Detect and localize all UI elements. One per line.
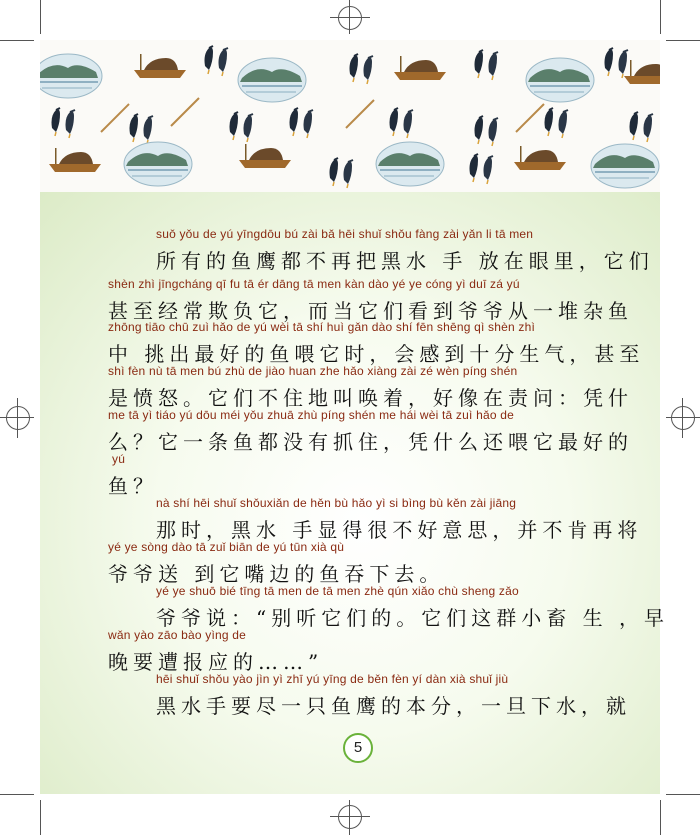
pinyin-line: nà shí hēi shuǐ shǒuxiǎn de hěn bù hǎo yì si bìng bù kěn zài jiāng	[156, 496, 517, 510]
pinyin-line: yú	[112, 452, 126, 466]
pinyin-line: wǎn yào zāo bào yìng de	[108, 628, 247, 642]
hanzi-line: 黑水手要尽一只鱼鹰的本分，一旦下水，就	[156, 694, 631, 718]
pinyin-line: me tā yì tiáo yú dōu méi yǒu zhuā zhù píng shén me hái wèi tā zuì hǎo de	[108, 408, 514, 422]
hanzi-line: 所有的鱼鹰都不再把黑水 手 放在眼里，它们	[156, 249, 654, 273]
crop-mark-br-h	[666, 794, 700, 795]
crop-mark-tl-v	[40, 0, 41, 34]
registration-mark-left	[6, 406, 30, 430]
registration-cross-bottom-v	[349, 800, 350, 835]
crop-mark-tl-h	[0, 40, 34, 41]
crop-mark-br-v	[660, 800, 661, 835]
pinyin-line: shì fèn nù tā men bú zhù de jiào huan zhe hǎo xiàng zài zé wèn píng shén	[108, 364, 518, 378]
hanzi-line: 爷爷说：“别听它们的。它们这群小畜 生 ，早	[156, 606, 669, 630]
decorative-banner	[40, 40, 660, 192]
crop-mark-bl-h	[0, 794, 34, 795]
registration-cross-right-h	[666, 417, 700, 418]
crop-mark-bl-v	[40, 800, 41, 835]
pinyin-line: shèn zhì jīngcháng qī fu tā ér dāng tā men kàn dào yé ye cóng yì duī zá yú	[108, 277, 520, 291]
registration-cross-top-h	[330, 17, 370, 18]
pinyin-line: suǒ yǒu de yú yīngdōu bú zài bǎ hēi shuǐ shǒu fàng zài yǎn li tā men	[156, 227, 534, 241]
hanzi-line: 是愤怒。它们不住地叫唤着，好像在责问：凭什	[108, 386, 633, 410]
hanzi-line: 么？它一条鱼都没有抓住，凭什么还喂它最好的	[108, 430, 633, 454]
pinyin-line: yé ye sòng dào tā zuǐ biān de yú tūn xià qù	[108, 540, 345, 554]
page-number: 5	[343, 733, 373, 763]
hanzi-line: 中 挑出最好的鱼喂它时，会感到十分生气，甚至	[108, 342, 645, 366]
hanzi-line: 鱼？	[108, 474, 158, 498]
text-panel	[40, 192, 669, 794]
registration-cross-top-v	[349, 0, 350, 34]
hanzi-line: 那时，黑水 手显得很不好意思，并不肯再将	[156, 518, 643, 542]
registration-mark-bottom	[338, 805, 362, 829]
hanzi-line: 甚至经常欺负它，而当它们看到爷爷从一堆杂鱼	[108, 299, 633, 323]
crop-mark-tr-v	[660, 0, 661, 34]
registration-cross-left-v	[17, 398, 18, 438]
banner-pattern-illustration	[40, 40, 660, 192]
pinyin-line: yé ye shuō bié tīng tā men de tā men zhè qún xiǎo chù sheng zǎo	[156, 584, 519, 598]
crop-mark-tr-h	[666, 40, 700, 41]
hanzi-line: 爷爷送 到它嘴边的鱼吞下去。	[108, 562, 445, 586]
pinyin-line: zhōng tiāo chū zuì hǎo de yú wèi tā shí huì gǎn dào shí fēn shēng qì shèn zhì	[108, 320, 536, 334]
hanzi-line: 晚要遭报应的……”	[108, 650, 324, 674]
registration-cross-right-v	[682, 398, 683, 438]
registration-cross-bottom-h	[330, 816, 370, 817]
pinyin-line: hēi shuǐ shǒu yào jìn yì zhī yú yīng de běn fèn yí dàn xià shuǐ jiù	[156, 672, 509, 686]
registration-mark-top	[338, 6, 362, 30]
registration-mark-right	[671, 406, 695, 430]
